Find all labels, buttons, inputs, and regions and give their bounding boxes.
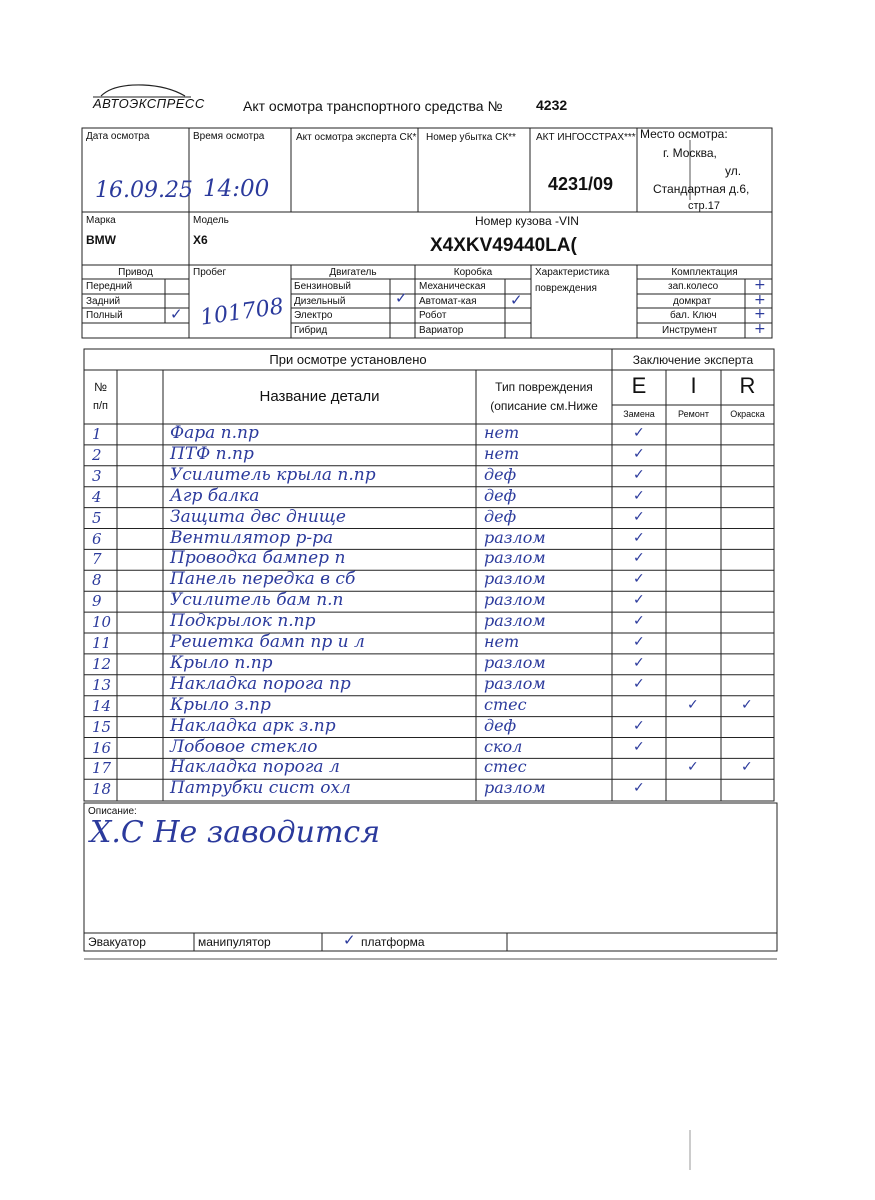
row-part-name: Агр балка	[170, 485, 260, 506]
row-number: 13	[92, 675, 112, 694]
place-city: г. Москва,	[663, 146, 717, 160]
kit-key-mark: +	[754, 306, 766, 322]
drive-title: Привод	[118, 267, 153, 278]
conclusion-title: Заключение эксперта	[632, 353, 754, 367]
engine-diesel-check: ✓	[395, 289, 408, 307]
row-number: 12	[92, 654, 112, 673]
ingos-act-label: АКТ ИНГОССТРАХ***	[536, 132, 636, 143]
row-check-e: ✓	[633, 654, 645, 671]
company-logo: АВТОЭКСПРЕСС	[93, 96, 191, 111]
row-check-r: ✓	[741, 759, 753, 776]
row-check-e: ✓	[633, 550, 645, 567]
row-number: 6	[92, 529, 102, 548]
col-repair: Ремонт	[678, 409, 709, 419]
row-part-name: Фара п.пр	[170, 423, 259, 443]
table-title: При осмотре установлено	[269, 352, 427, 367]
row-damage-type: разлом	[484, 548, 546, 568]
col-r: R	[739, 373, 756, 398]
description-text: Х.С Не заводится	[90, 815, 381, 850]
kit-tools-mark: +	[754, 321, 766, 337]
row-part-name: Решетка бамп пр и л	[170, 632, 365, 652]
manipulator-label: манипулятор	[198, 935, 271, 949]
row-number: 8	[92, 571, 102, 590]
gearbox-manual: Механическая	[419, 281, 486, 292]
row-number: 3	[92, 466, 102, 485]
row-check-e: ✓	[633, 717, 645, 734]
time-value: 14:00	[203, 176, 270, 202]
kit-spare-mark: +	[754, 277, 766, 293]
row-check-e: ✓	[633, 780, 645, 797]
gearbox-robot: Робот	[419, 310, 447, 321]
row-damage-type: деф	[484, 464, 517, 484]
drive-full-check: ✓	[170, 305, 183, 323]
row-damage-type: разлом	[484, 652, 546, 672]
row-check-e: ✓	[633, 613, 645, 630]
engine-title: Двигатель	[329, 267, 377, 278]
row-damage-type: нет	[484, 423, 520, 442]
row-damage-type: разлом	[484, 611, 546, 631]
row-part-name: Защита двс днище	[170, 506, 346, 527]
row-damage-type: нет	[484, 632, 520, 651]
mileage-value: 101708	[198, 294, 286, 331]
row-number: 17	[92, 759, 112, 778]
col-e: E	[631, 373, 647, 398]
place-street: ул.	[725, 164, 742, 178]
row-part-name: ПТФ п.пр	[170, 443, 254, 464]
loss-number-label: Номер убытка СК**	[426, 132, 516, 143]
vin-label: Номер кузова -VIN	[475, 214, 579, 228]
drive-front: Передний	[86, 281, 133, 292]
row-damage-type: нет	[484, 443, 520, 463]
row-check-e: ✓	[633, 675, 645, 692]
evacuator-label: Эвакуатор	[88, 935, 146, 949]
kit-spare: зап.колесо	[668, 281, 719, 292]
damage-label-2: повреждения	[535, 283, 597, 294]
date-label: Дата осмотра	[86, 131, 150, 142]
row-part-name: Подкрылок п.пр	[170, 611, 316, 632]
row-check-e: ✓	[633, 634, 645, 650]
mileage-label: Пробег	[193, 267, 227, 278]
gearbox-auto-check: ✓	[510, 291, 523, 309]
row-damage-type: стес	[484, 694, 527, 714]
row-part-name: Накладка порога пр	[170, 673, 351, 694]
engine-electric: Электро	[294, 310, 333, 321]
row-check-i: ✓	[687, 696, 699, 713]
row-part-name: Панель передка в сб	[170, 569, 356, 590]
platform-label: платформа	[361, 935, 425, 949]
kit-title: Комплектация	[671, 267, 738, 278]
row-number: 9	[92, 592, 102, 611]
row-check-e: ✓	[633, 466, 645, 483]
row-damage-type: разлом	[484, 527, 546, 547]
row-check-e: ✓	[633, 445, 645, 462]
engine-diesel: Дизельный	[294, 296, 346, 307]
row-part-name: Проводка бампер п	[170, 548, 346, 569]
row-part-name: Усилитель бам п.п	[170, 590, 344, 611]
row-check-e: ✓	[633, 508, 645, 525]
kit-jack-mark: +	[754, 292, 766, 308]
row-check-i: ✓	[687, 759, 699, 776]
col-i: I	[690, 373, 697, 398]
row-number: 10	[92, 613, 112, 632]
col-paint: Окраска	[730, 409, 765, 419]
place-house: Стандартная д.6,	[653, 182, 750, 196]
row-damage-type: скол	[484, 736, 523, 756]
kit-jack: домкрат	[673, 296, 712, 307]
expert-act-label: Акт осмотра эксперта СК*	[296, 132, 417, 143]
row-check-e: ✓	[633, 738, 645, 755]
col-replace: Замена	[623, 409, 655, 419]
time-label: Время осмотра	[193, 131, 265, 142]
row-part-name: Усилитель крыла п.пр	[170, 464, 376, 485]
row-part-name: Вентилятор р-ра	[170, 527, 334, 548]
col-damage-type-2: (описание см.Ниже	[490, 399, 598, 413]
engine-petrol: Бензиновый	[294, 281, 351, 292]
kit-tools: Инструмент	[662, 325, 718, 336]
row-number: 7	[92, 550, 102, 569]
row-part-name: Крыло п.пр	[170, 652, 273, 673]
platform-check: ✓	[343, 931, 356, 949]
vin-value: X4XKV49440LA(	[430, 235, 577, 256]
drive-rear: Задний	[86, 296, 121, 307]
row-number: 1	[92, 425, 102, 443]
row-check-e: ✓	[633, 425, 645, 441]
row-part-name: Крыло з.пр	[170, 694, 271, 715]
description-label: Описание:	[88, 806, 137, 817]
document-title: Акт осмотра транспортного средства №	[243, 98, 503, 114]
row-check-e: ✓	[633, 571, 645, 588]
row-damage-type: деф	[484, 715, 517, 735]
col-number-1: №	[94, 380, 107, 394]
document-number: 4232	[536, 97, 568, 113]
col-number-2: п/п	[93, 400, 108, 412]
row-check-r: ✓	[741, 696, 753, 713]
row-damage-type: разлом	[484, 778, 546, 798]
date-value: 16.09.25	[95, 178, 193, 203]
kit-key: бал. Ключ	[670, 310, 717, 321]
gearbox-title: Коробка	[453, 267, 493, 278]
row-damage-type: деф	[484, 506, 517, 526]
row-damage-type: разлом	[484, 590, 546, 610]
row-number: 16	[92, 738, 112, 757]
row-check-e: ✓	[633, 487, 645, 504]
row-damage-type: разлом	[484, 673, 546, 693]
row-part-name: Накладка арк з.пр	[170, 715, 336, 736]
gearbox-auto: Автомат-кая	[419, 296, 477, 307]
row-number: 15	[92, 717, 112, 736]
make-label: Марка	[86, 215, 116, 226]
row-number: 4	[92, 487, 102, 506]
drive-full: Полный	[86, 310, 123, 321]
col-damage-type-1: Тип повреждения	[495, 380, 593, 394]
row-damage-type: стес	[484, 757, 527, 777]
damage-label-1: Характеристика	[535, 267, 610, 278]
row-number: 18	[92, 780, 112, 799]
row-check-e: ✓	[633, 529, 645, 546]
make-value: BMW	[86, 233, 116, 247]
row-damage-type: разлом	[484, 569, 546, 589]
row-number: 2	[92, 445, 102, 464]
place-building: стр.17	[688, 200, 720, 212]
row-number: 5	[92, 508, 102, 527]
col-part-name: Название детали	[259, 388, 380, 405]
ingos-act-number: 4231/09	[548, 174, 614, 194]
row-damage-type: деф	[484, 485, 517, 505]
row-part-name: Накладка порога л	[170, 757, 340, 778]
engine-hybrid: Гибрид	[294, 325, 328, 336]
row-check-e: ✓	[633, 592, 645, 609]
row-part-name: Патрубки сист охл	[170, 778, 351, 799]
model-value: X6	[193, 233, 208, 247]
place-label: Место осмотра:	[640, 127, 728, 141]
row-part-name: Лобовое стекло	[170, 736, 318, 757]
gearbox-variator: Вариатор	[419, 325, 464, 336]
row-number: 14	[92, 696, 112, 715]
row-number: 11	[92, 634, 112, 652]
model-label: Модель	[193, 215, 229, 226]
